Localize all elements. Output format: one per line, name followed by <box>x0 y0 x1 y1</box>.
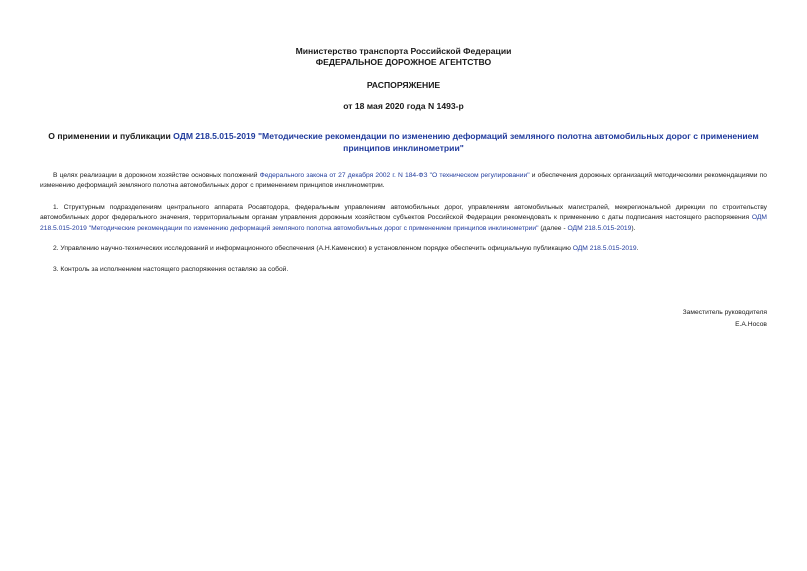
item-2-text-1: 2. Управлению научно-технических исследований и информационного обеспечения (А.Н.Каменских) в установленном порядке обеспечить официальную публикацию <box>53 245 573 252</box>
preamble-paragraph <box>40 171 767 192</box>
document-title <box>40 130 767 154</box>
item-1-paragraph <box>40 203 767 234</box>
preamble-text-1: В целях реализации в дорожном хозяйстве основных положений <box>53 172 260 179</box>
preamble-text-2: и обеспечения дорожных организаций методическими рекомендациями по изменению деформаций земляного полотна автомобильных дорог с применением принципов инклинометрии. <box>40 172 767 190</box>
item-3-paragraph: 3. Контроль за исполнением настоящего распоряжения оставляю за собой. <box>53 266 289 273</box>
item-1-text-3: ). <box>631 224 636 232</box>
item-1-text-1: 1. Структурным подразделениям центрального аппарата Росавтодора, федеральным управлениям автомобильных дорог, управлениям автомобильных магистралей, межрегиональной дирекции по строительству автомобильных дорог федерального значения, территориальным органам управления дорожным хозяйством субъектов Российской Федерации рекомендовать к применению с даты подписания настоящего распоряжения <box>40 204 767 222</box>
item-2-paragraph <box>40 244 767 254</box>
ministry-name: Министерство транспорта Российской Федерации <box>295 46 512 56</box>
signature-position: Заместитель руководителя <box>682 309 767 316</box>
item-1-odm-full-link[interactable]: ОДМ 218.5.015-2019 "Методические рекомендации по изменению деформаций земляного полотна автомобильных дорог с применением принципов инклинометрии" <box>40 214 767 232</box>
signature-name: Е.А.Носов <box>735 321 767 328</box>
title-prefix: О применении и публикации <box>48 131 174 141</box>
item-2-odm-link[interactable]: ОДМ 218.5.015-2019 <box>572 245 637 252</box>
item-1-odm-short-link[interactable]: ОДМ 218.5.015-2019 <box>567 224 632 232</box>
agency-name: ФЕДЕРАЛЬНОЕ ДОРОЖНОЕ АГЕНТСТВО <box>315 57 492 67</box>
item-1-text-2: (далее - <box>538 224 568 232</box>
document-date-number: от 18 мая 2020 года N 1493-р <box>343 101 464 111</box>
item-2-text-2: . <box>636 245 639 252</box>
title-link[interactable]: ОДМ 218.5.015-2019 "Методические рекомендации по изменению деформаций земляного полотна автомобильных дорог с применением принципов инклинометрии" <box>173 131 759 153</box>
document-type: РАСПОРЯЖЕНИЕ <box>366 80 441 90</box>
federal-law-link[interactable]: Федерального закона от 27 декабря 2002 г. N 184-ФЗ "О техническом регулировании" <box>259 172 530 179</box>
